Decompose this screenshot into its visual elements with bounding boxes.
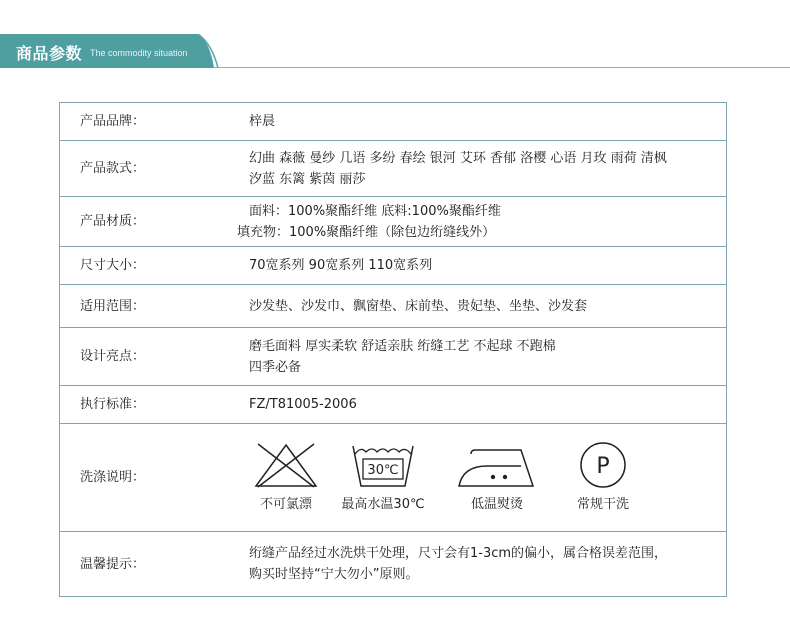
wash-item xyxy=(561,440,645,515)
row-value-line: 填充物：100%聚酯纤维（除包边绗缝线外） xyxy=(237,224,496,240)
row-label: 执行标准： xyxy=(60,386,230,424)
header-title: 商品参数 xyxy=(16,44,83,63)
wash-item xyxy=(449,440,545,515)
row-value: 沙发垫、沙发巾、飘窗垫、床前垫、贵妃垫、坐垫、沙发套 xyxy=(229,285,727,328)
row-value xyxy=(229,141,727,197)
table-row xyxy=(60,197,727,247)
row-value-line: 购买时坚持“宁大勿小”原则。 xyxy=(249,567,419,582)
row-label: 适用范围： xyxy=(60,285,230,328)
table-row xyxy=(60,247,727,285)
wash-30-icon xyxy=(349,440,417,490)
row-label: 尺寸大小： xyxy=(60,247,230,285)
row-label: 产品款式： xyxy=(60,141,230,197)
row-value: FZ/T81005-2006 xyxy=(229,386,727,424)
row-value: 梓晨 xyxy=(229,103,727,141)
wash-item xyxy=(243,440,329,515)
row-label: 温馨提示： xyxy=(80,556,146,572)
row-label: 产品材质： xyxy=(60,197,230,247)
row-value xyxy=(229,532,727,597)
row-value-line: 幻曲 森薇 曼纱 几语 多纷 春绘 银河 艾环 香郁 洛樱 心语 月玫 雨荷 清枫 xyxy=(249,150,667,166)
table-row xyxy=(60,328,727,386)
section-header xyxy=(0,34,790,68)
wash-temp-label: 30℃ xyxy=(367,463,399,478)
spec-table xyxy=(59,102,727,597)
row-label: 洗涤说明： xyxy=(60,424,230,532)
table-row xyxy=(60,285,727,328)
dry-clean-letter: P xyxy=(596,454,610,479)
low-iron-icon xyxy=(455,440,539,490)
row-value-line: 磨毛面料 厚实柔软 舒适亲肤 绗缝工艺 不起球 不跑棉 xyxy=(249,338,556,354)
wash-instructions xyxy=(229,424,727,532)
table-row xyxy=(60,386,727,424)
row-value-line: 面料：100%聚酯纤维 底料:100%聚酯纤维 xyxy=(249,203,501,219)
row-value: 70宽系列 90宽系列 110宽系列 xyxy=(229,247,727,285)
dry-clean-p-icon xyxy=(575,440,631,490)
no-bleach-icon xyxy=(252,440,320,490)
wash-item xyxy=(335,440,431,515)
row-value-line: 四季必备 xyxy=(249,359,302,375)
wash-caption: 常规干洗 xyxy=(576,497,629,512)
wash-icons xyxy=(243,440,718,515)
row-value-line: 汐蓝 东篱 紫茵 丽莎 xyxy=(249,171,366,187)
wash-caption: 低温熨烫 xyxy=(470,497,523,512)
header-subtitle: The commodity situation xyxy=(90,48,188,58)
row-label: 产品品牌： xyxy=(60,103,230,141)
wash-caption: 最高水温30℃ xyxy=(341,497,425,512)
wash-caption: 不可氯漂 xyxy=(259,497,312,512)
table-row xyxy=(60,103,727,141)
row-value xyxy=(229,197,727,247)
table-row xyxy=(60,141,727,197)
table-row xyxy=(60,424,727,532)
row-value xyxy=(229,328,727,386)
table-row xyxy=(60,532,727,597)
row-value-line: 绗缝产品经过水洗烘干处理，尺寸会有1-3cm的偏小，属合格误差范围， xyxy=(249,546,668,561)
row-label: 设计亮点： xyxy=(60,328,230,386)
